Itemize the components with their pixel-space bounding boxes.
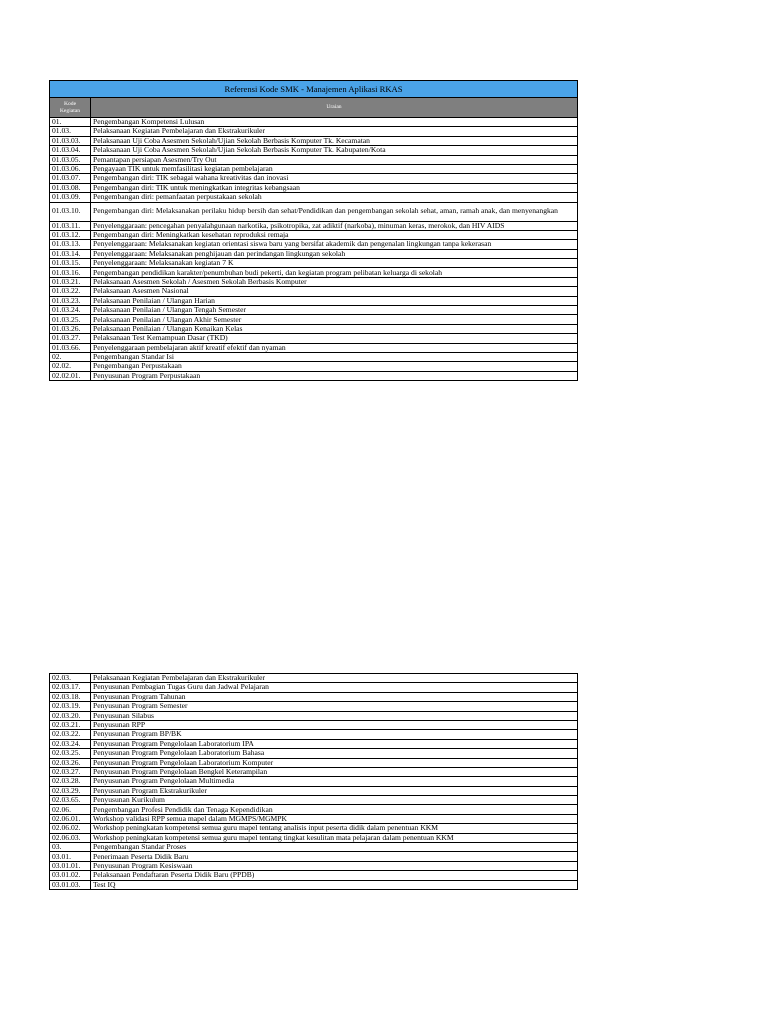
table-row [50,767,578,776]
uraian-cell: Penyusunan Program Tahunan [91,692,578,701]
uraian-cell: Pengembangan diri: Meningkatkan kesehatan reproduksi remaja [91,230,578,239]
kode-cell: 02.03.19. [50,702,91,711]
table-row [50,702,578,711]
table-row [50,758,578,767]
uraian-cell: Pelaksanaan Asesmen Sekolah / Asesmen Sekolah Berbasis Komputer [91,277,578,286]
table-row [50,786,578,795]
reference-table-1 [49,80,578,381]
kode-cell: 01.03.12. [50,230,91,239]
uraian-cell: Penyusunan Program Pengelolaan Multimedia [91,777,578,786]
uraian-cell: Pelaksanaan Penilaian / Ulangan Akhir Semester [91,315,578,324]
table-row [50,720,578,729]
uraian-cell: Pelaksanaan Uji Coba Asesmen Sekolah/Ujian Sekolah Berbasis Komputer Tk. Kecamatan [91,136,578,145]
kode-cell: 02.03.65. [50,796,91,805]
table-row [50,306,578,315]
table-row [50,843,578,852]
uraian-cell: Pengembangan diri: pemanfaatan perpustakaan sekolah [91,193,578,202]
table-row [50,674,578,683]
table-row [50,334,578,343]
table-row [50,711,578,720]
table-row [50,221,578,230]
kode-cell: 01.03.08. [50,183,91,192]
uraian-cell: Pelaksanaan Penilaian / Ulangan Tengah Semester [91,306,578,315]
table-row [50,287,578,296]
uraian-cell: Pelaksanaan Asesmen Nasional [91,287,578,296]
uraian-cell: Penyusunan Program Kesiswaan [91,861,578,870]
kode-cell: 01.03.24. [50,306,91,315]
uraian-cell: Pengembangan Kompetensi Lulusan [91,118,578,127]
header-kode-line1: Kode [63,100,77,107]
table-row [50,796,578,805]
kode-cell: 01.03.23. [50,296,91,305]
table-row [50,127,578,136]
kode-cell: 03.01. [50,852,91,861]
kode-cell: 01.03.04. [50,146,91,155]
uraian-cell: Penyusunan Program BP/BK [91,730,578,739]
table-row [50,861,578,870]
uraian-cell: Pengembangan diri: TIK sebagai wahana kreativitas dan inovasi [91,174,578,183]
kode-cell: 01.03.10. [50,202,91,221]
uraian-cell: Penyusunan Program Pengelolaan Bengkel Keterampilan [91,767,578,776]
uraian-cell: Penyusunan Program Pengelolaan Laboratorium Komputer [91,758,578,767]
table-row [50,118,578,127]
table-row [50,164,578,173]
uraian-cell: Penyelenggaraan: Melaksanakan kegiatan 7 K [91,259,578,268]
kode-cell: 01.03.07. [50,174,91,183]
uraian-cell: Penyelenggaraan: pencegahan penyalahgunaan narkotika, psikotropika, zat adiktif (narkoba), minuman keras, merokok, dan HIV AIDS [91,221,578,230]
table-row [50,296,578,305]
uraian-cell: Penyusunan Kurikulum [91,796,578,805]
kode-cell: 01.03.06. [50,164,91,173]
kode-cell: 02.03.20. [50,711,91,720]
uraian-cell: Pelaksanaan Test Kemampuan Dasar (TKD) [91,334,578,343]
uraian-cell: Penyelenggaraan pembelajaran aktif kreatif efektif dan nyaman [91,343,578,352]
kode-cell: 02.03.25. [50,749,91,758]
kode-cell: 01.03.05. [50,155,91,164]
uraian-cell: Penyusunan RPP [91,720,578,729]
uraian-cell: Workshop peningkatan kompetensi semua guru mapel tentang analisis input peserta didik dalam penentuan KKM [91,824,578,833]
table-row [50,343,578,352]
kode-cell: 03.01.02. [50,871,91,880]
uraian-cell: Pelaksanaan Kegiatan Pembelajaran dan Ekstrakurikuler [91,127,578,136]
table-row [50,230,578,239]
table-row [50,249,578,258]
kode-cell: 02.06.02. [50,824,91,833]
kode-cell: 01.03.26. [50,324,91,333]
uraian-cell: Pengembangan Perpustakaan [91,362,578,371]
table-row [50,240,578,249]
uraian-cell: Penyusunan Pembagian Tugas Guru dan Jadwal Pelajaran [91,683,578,692]
table-row [50,202,578,221]
uraian-cell: Workshop peningkatan kompetensi semua guru mapel tentang tingkat kesulitan mata pelajaran dalam penentuan KKM [91,833,578,842]
table-row [50,259,578,268]
title-row [50,81,578,98]
kode-cell: 02.03.18. [50,692,91,701]
uraian-cell: Pelaksanaan Uji Coba Asesmen Sekolah/Ujian Sekolah Berbasis Komputer Tk. Kabupaten/Kota [91,146,578,155]
kode-cell: 02.03.22. [50,730,91,739]
reference-table-2 [49,673,578,890]
table-row [50,880,578,889]
table-row [50,683,578,692]
uraian-cell: Pengembangan Standar Isi [91,352,578,361]
header-kode-line2: Kegiatan [59,107,81,114]
uraian-cell: Penyusunan Program Pengelolaan Laboratorium Bahasa [91,749,578,758]
kode-cell: 02.03.17. [50,683,91,692]
uraian-cell: Penerimaan Peserta Didik Baru [91,852,578,861]
kode-cell: 01.03.03. [50,136,91,145]
kode-cell: 01.03.14. [50,249,91,258]
table-row [50,777,578,786]
table-row [50,749,578,758]
kode-cell: 02.03.24. [50,739,91,748]
kode-cell: 02.03.21. [50,720,91,729]
kode-cell: 03.01.03. [50,880,91,889]
table-row [50,136,578,145]
uraian-cell: Pengayaan TIK untuk memfasilitasi kegiatan pembelajaran [91,164,578,173]
kode-cell: 03. [50,843,91,852]
table-row [50,852,578,861]
table-row [50,155,578,164]
kode-cell: 02.03.29. [50,786,91,795]
table-row [50,805,578,814]
uraian-cell: Pengembangan Standar Proses [91,843,578,852]
table-row [50,362,578,371]
table-row [50,814,578,823]
table-row [50,183,578,192]
table-row [50,739,578,748]
table-row [50,871,578,880]
uraian-cell: Pelaksanaan Penilaian / Ulangan Harian [91,296,578,305]
uraian-cell: Pengembangan diri: Melaksanakan perilaku hidup bersih dan sehat/Pendidikan dan pengembangan sekolah sehat, aman, ramah anak, dan menyenangkan [91,202,578,221]
uraian-cell: Pemantapan persiapan Asesmen/Try Out [91,155,578,164]
table-row [50,146,578,155]
uraian-cell: Pengembangan pendidikan karakter/penumbuhan budi pekerti, dan kegiatan program pelibatan keluarga di sekolah [91,268,578,277]
table-row [50,174,578,183]
table-row [50,268,578,277]
table-row [50,324,578,333]
kode-cell: 02.03.26. [50,758,91,767]
table-row [50,193,578,202]
kode-cell: 01.03. [50,127,91,136]
kode-cell: 01.03.09. [50,193,91,202]
uraian-cell: Pengembangan diri: TIK untuk meningkatkan integritas kebangsaan [91,183,578,192]
kode-cell: 03.01.01. [50,861,91,870]
table-row [50,730,578,739]
table-title: Referensi Kode SMK - Manajemen Aplikasi RKAS [50,81,578,98]
kode-cell: 02.06.01. [50,814,91,823]
kode-cell: 02.03. [50,674,91,683]
table-row [50,692,578,701]
kode-cell: 01.03.11. [50,221,91,230]
uraian-cell: Penyusunan Program Semester [91,702,578,711]
kode-cell: 01.03.22. [50,287,91,296]
table-row [50,277,578,286]
kode-cell: 01. [50,118,91,127]
table-row [50,824,578,833]
kode-cell: 01.03.25. [50,315,91,324]
uraian-cell: Penyusunan Silabus [91,711,578,720]
header-uraian: Uraian [91,98,578,118]
kode-cell: 01.03.15. [50,259,91,268]
uraian-cell: Penyusunan Program Pengelolaan Laboratorium IPA [91,739,578,748]
kode-cell: 02.02.01. [50,371,91,380]
kode-cell: 01.03.66. [50,343,91,352]
uraian-cell: Penyusunan Program Ekstrakurikuler [91,786,578,795]
kode-cell: 02.02. [50,362,91,371]
table-row [50,833,578,842]
kode-cell: 01.03.27. [50,334,91,343]
kode-cell: 02.06. [50,805,91,814]
kode-cell: 01.03.21. [50,277,91,286]
uraian-cell: Penyelenggaraan: Melaksanakan penghijauan dan perindangan lingkungan sekolah [91,249,578,258]
header-row [50,98,578,118]
uraian-cell: Penyusunan Program Perpustakaan [91,371,578,380]
kode-cell: 01.03.13. [50,240,91,249]
kode-cell: 02.03.28. [50,777,91,786]
table-row [50,315,578,324]
uraian-cell: Penyelenggaraan: Melaksanakan kegiatan orientasi siswa baru yang bersifat akademik dan pengenalan lingkungan tanpa kekerasan [91,240,578,249]
kode-cell: 01.03.16. [50,268,91,277]
table-row [50,371,578,380]
header-kode-kegiatan [50,98,91,118]
kode-cell: 02.06.03. [50,833,91,842]
uraian-cell: Pengembangan Profesi Pendidik dan Tenaga Kependidikan [91,805,578,814]
uraian-cell: Workshop validasi RPP semua mapel dalam MGMPS/MGMPK [91,814,578,823]
uraian-cell: Pelaksanaan Pendaftaran Peserta Didik Baru (PPDB) [91,871,578,880]
uraian-cell: Pelaksanaan Penilaian / Ulangan Kenaikan Kelas [91,324,578,333]
kode-cell: 02.03.27. [50,767,91,776]
kode-cell: 02. [50,352,91,361]
table-row [50,352,578,361]
uraian-cell: Test IQ [91,880,578,889]
uraian-cell: Pelaksanaan Kegiatan Pembelajaran dan Ekstrakurikuler [91,674,578,683]
